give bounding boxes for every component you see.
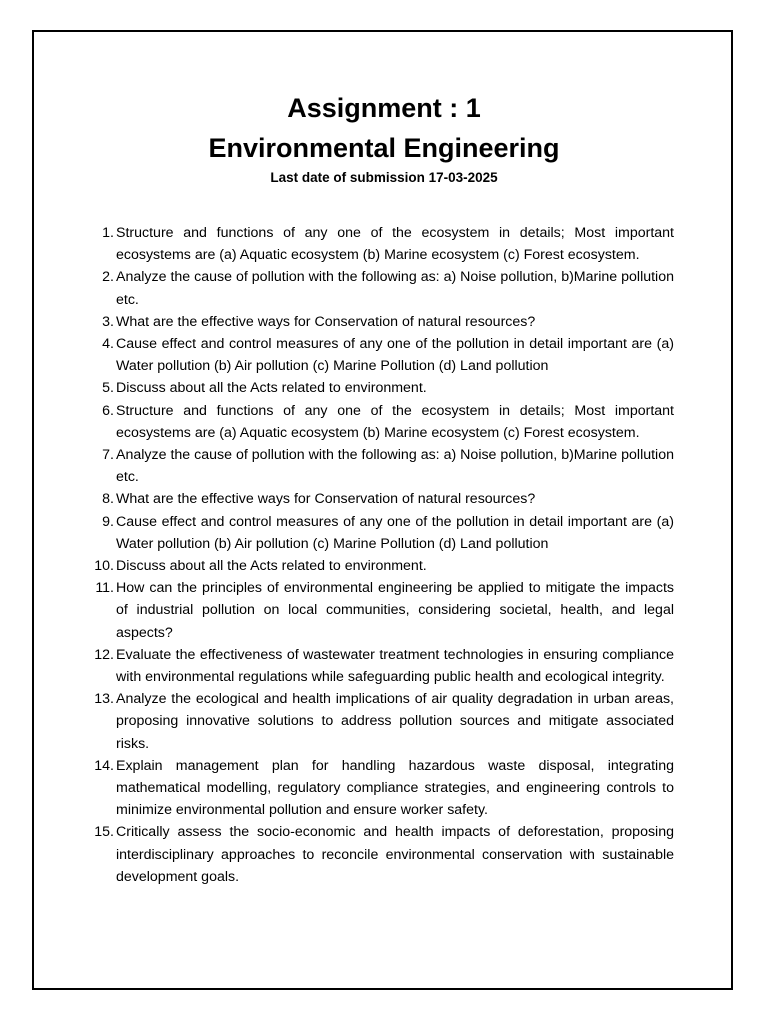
question-number: 15. [94,824,114,841]
question-text: What are the effective ways for Conservation of natural resources? [116,313,536,330]
question-text: Analyze the cause of pollution with the following as: a) Noise pollution, b)Marine pollution etc. [116,447,674,486]
question-item [88,400,674,444]
question-text: Analyze the ecological and health implications of air quality degradation in urban areas, proposing innovative solutions to address pollution sources and mitigate associated risks. [116,691,674,752]
question-number: 7. [102,447,114,464]
question-number: 6. [102,402,114,419]
question-text: Critically assess the socio-economic and health impacts of deforestation, proposing interdisciplinary approaches to reconcile environmental conservation with sustainable development goals. [116,824,674,885]
question-number: 5. [102,380,114,397]
question-item [88,821,674,888]
question-item [88,311,674,333]
question-item [88,688,674,755]
question-item [88,511,674,555]
question-item [88,444,674,488]
question-text: Cause effect and control measures of any one of the pollution in detail important are (a) Water pollution (b) Air pollution (c) Marine Pollution (d) Land pollution [116,336,674,375]
question-text: Structure and functions of any one of the ecosystem in details; Most important ecosystems are (a) Aquatic ecosystem (b) Marine ecosystem (c) Forest ecosystem. [116,225,674,264]
question-number: 14. [94,757,114,774]
question-number: 12. [94,646,114,663]
question-number: 8. [102,491,114,508]
question-item [88,266,674,310]
question-item [88,577,674,644]
question-item [88,377,674,399]
question-text: Evaluate the effectiveness of wastewater treatment technologies in ensuring compliance with environmental regulations while safeguarding public health and ecological integrity. [116,646,674,686]
question-text: How can the principles of environmental engineering be applied to mitigate the impacts of industrial pollution on local communities, considering societal, health, and legal aspects? [116,580,674,641]
question-number: 4. [102,336,114,353]
question-text: Analyze the cause of pollution with the following as: a) Noise pollution, b)Marine pollution etc. [116,269,674,308]
course-title: Environmental Engineering [208,133,560,163]
question-text: Discuss about all the Acts related to environment. [116,558,427,575]
question-list [88,222,674,888]
question-text: Cause effect and control measures of any one of the pollution in detail important are (a) Water pollution (b) Air pollution (c) Marine Pollution (d) Land pollution [116,513,674,552]
question-number: 1. [102,225,114,241]
question-number: 2. [102,269,114,286]
question-number: 10. [94,558,114,575]
question-item [88,555,674,577]
question-number: 9. [102,513,114,530]
question-item [88,755,674,822]
document-header [0,88,768,188]
question-item [88,488,674,510]
question-item [88,222,674,266]
assignment-title: Assignment : 1 [287,93,481,123]
question-text: Discuss about all the Acts related to environment. [116,380,427,397]
question-text: What are the effective ways for Conservation of natural resources? [116,491,536,508]
question-item [88,644,674,688]
submission-date: Last date of submission 17-03-2025 [270,170,498,185]
question-text: Explain management plan for handling hazardous waste disposal, integrating mathematical modelling, regulatory compliance strategies, and engineering controls to minimize environmental pollution and ensure worker safety. [116,757,674,819]
question-item [88,333,674,377]
question-number: 11. [95,580,114,597]
question-number: 13. [94,691,114,708]
question-number: 3. [102,313,114,330]
question-text: Structure and functions of any one of the ecosystem in details; Most important ecosystems are (a) Aquatic ecosystem (b) Marine ecosystem (c) Forest ecosystem. [116,402,674,441]
